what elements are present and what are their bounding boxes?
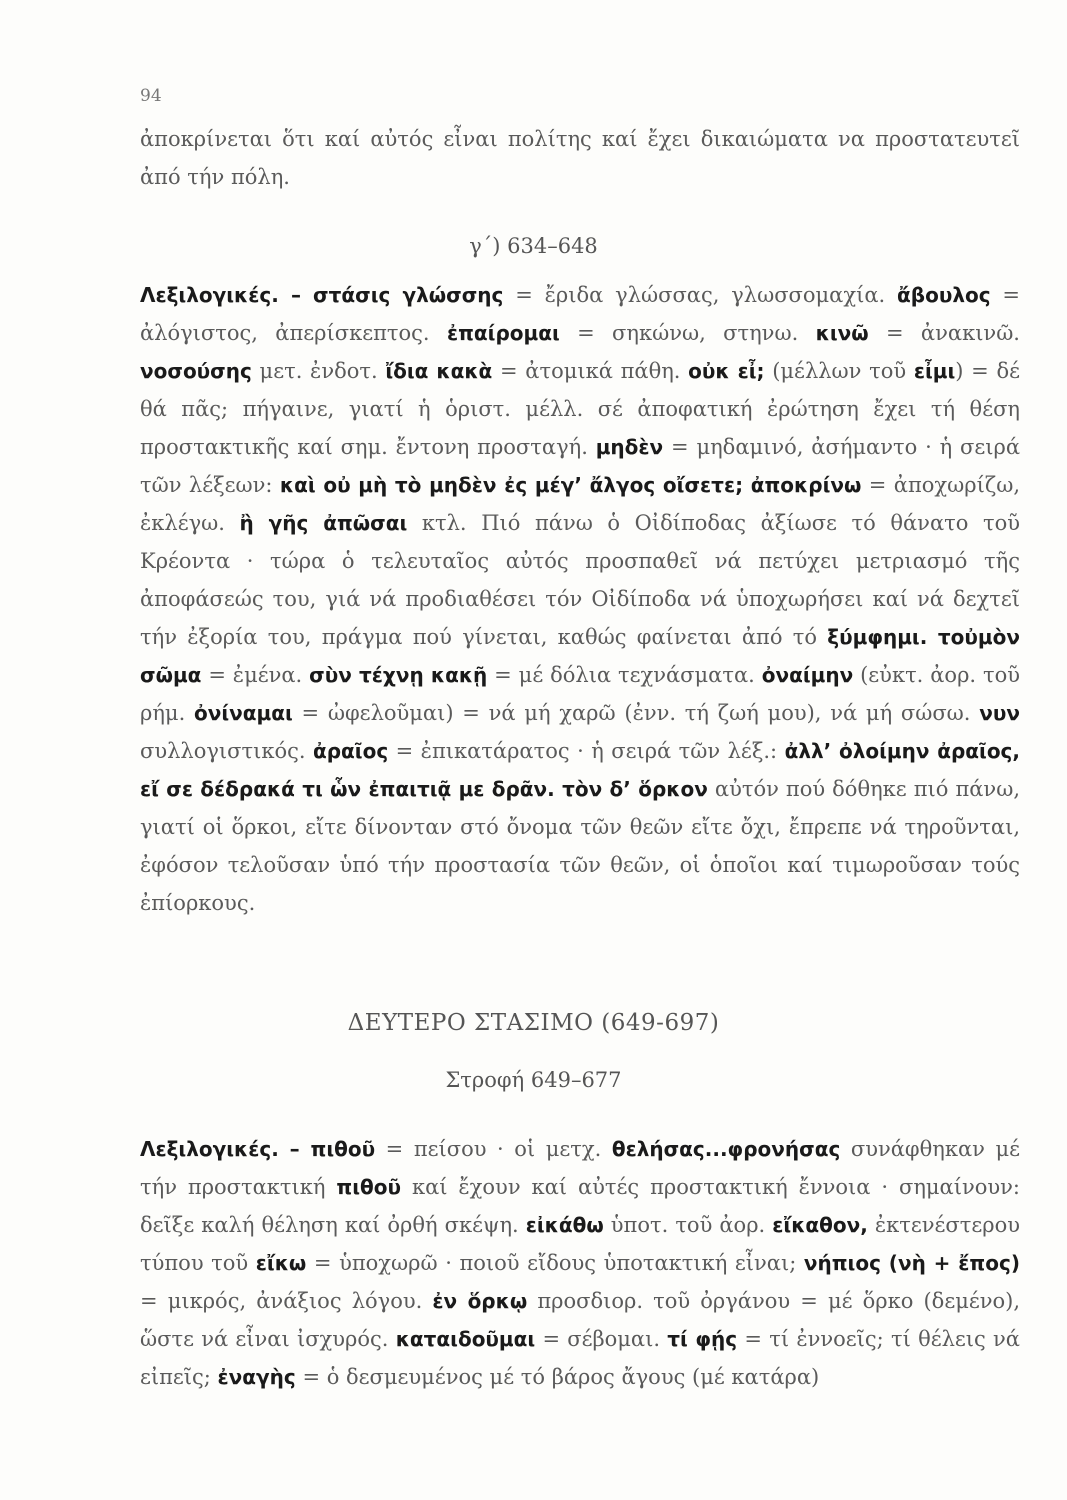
intro-paragraph: ἀποκρίνεται ὅτι καί αὐτός εἶναι πολίτης καί ἔχει δικαιώματα να προστατευτεῖ ἀπό τήν πόλη. [140,127,1020,189]
gloss-text: = ἀλόγιστος, ἀπερίσκεπτος. [140,283,1021,345]
headword: θελήσας...φρονήσας [611,1137,841,1161]
headword: σὺν τέχνῃ κακῇ [309,663,488,687]
gloss-text: = ἔριδα γλώσσας, γλωσσομαχία. [503,283,898,307]
gloss-text: συνάφθηκαν μέ τήν προστακτική [140,1137,1020,1199]
gloss-text: = ἐπικατάρατος · ἡ σειρά τῶν λέξ.: [388,739,785,763]
strophe-heading: Στροφή 649–677 [445,1068,622,1092]
headword: τί φῄς [667,1327,738,1351]
headword: ξύμφημι. τοὐμὸν σῶμα [140,625,1020,687]
headword: κινῶ [815,321,869,345]
gloss-text: = μέ δόλια τεχνάσματα. [487,663,762,687]
headword: ἢ γῆς ἀπῶσαι [239,511,408,535]
gloss-text: = τί ἐννοεῖς; τί θέλεις νά εἰπεῖς; [140,1327,1020,1389]
gloss-text: ὑποτ. τοῦ ἀορ. [603,1213,773,1237]
gloss-text: = ἐμένα. [201,663,310,687]
headword: εἴκω [255,1251,307,1275]
headword: ὀναίμην [761,663,854,687]
headword: ἐπαίρομαι [446,321,560,345]
glossary-paragraph-2 [140,1130,1020,1396]
gloss-text: αὐτόν πού δόθηκε πιό πάνω, γιατί οἱ ὅρκοι, εἴτε δίνονταν στό ὄνομα τῶν θεῶν εἴτε ὄχι, ἔπρεπε νά τηροῦνται, ἐφόσον τελοῦσαν ὑπό τήν προστασία τῶν θεῶν, οἱ ὁποῖοι καί τιμωροῦσαν τούς ἐπίορκους. [140,777,1020,915]
headword: Λεξιλογικές. – στάσις γλώσσης [140,283,504,307]
headword: πιθοῦ [336,1175,402,1199]
headword: ὀνίναμαι [194,701,293,725]
headword: εἰκάθω [525,1213,604,1237]
page-number: 94 [140,86,162,106]
gloss-text: ) = δέ θά πᾶς; πήγαινε, γιατί ἡ ὁριστ. μέλλ. σέ ἀποφατική ἐρώτηση ἔχει τή θέση προστακτικῆς καί σημ. ἔντονη προσταγή. [140,359,1020,459]
gloss-text: = μηδαμινό, ἀσήμαντο · ἡ σειρά τῶν λέξεων: [140,435,1020,497]
headword: οὐκ εἶ; [688,359,765,383]
glossary-paragraph-1 [140,276,1020,922]
gloss-text: = ἀποχωρίζω, ἐκλέγω. [140,473,1020,535]
part-heading: ΔΕΥΤΕΡΟ ΣΤΑΣΙΜΟ (649-697) [347,1010,720,1036]
headword: νυν [979,701,1020,725]
gloss-text: = μικρός, ἀνάξιος λόγου. [140,1289,433,1313]
gloss-text: = ἀτομικά πάθη. [492,359,689,383]
headword: ἄβουλος [897,283,991,307]
gloss-text: μετ. ἐνδοτ. [251,359,386,383]
headword: ἀραῖος [313,739,389,763]
gloss-text: καί ἔχουν καί αὐτές προστακτική ἔννοια · σημαίνουν: δεῖξε καλή θέληση καί ὀρθή σκέψη. [140,1175,1020,1237]
headword: εἴκαθον, [772,1213,868,1237]
headword: νήπιος (νὴ + ἔπος) [803,1251,1020,1275]
headword: ἀλλ’ ὀλοίμην ἀραῖος, εἴ σε δέδρακά τι ὧν ἐπαιτιᾷ με δρᾶν. τὸν δ’ ὅρκον [140,739,1021,801]
gloss-text: (μέλλων τοῦ [764,359,914,383]
section-heading: γ΄) 634–648 [469,234,598,258]
headword: καὶ οὐ μὴ τὸ μηδὲν ἐς μέγ’ ἄλγος οἴσετε; ἀποκρίνω [279,473,862,497]
gloss-text: (εὐκτ. ἀορ. τοῦ ρήμ. [140,663,1021,725]
headword: εἶμι [913,359,956,383]
headword: μηδὲν [595,435,664,459]
gloss-text: = πείσου · οἱ μετχ. [375,1137,612,1161]
gloss-text: = σέβομαι. [535,1327,668,1351]
headword: ἴδια κακὰ [385,359,493,383]
gloss-text: ἐκτενέστερου τύπου τοῦ [140,1213,1020,1275]
gloss-text: = σηκώνω, στηνω. [559,321,816,345]
headword: νοσούσης [140,359,252,383]
gloss-text: = ὠφελοῦμαι) = νά μή χαρῶ (ἐνν. τή ζωή μου), νά μή σώσω. [292,701,980,725]
headword: ἐν ὅρκῳ [432,1289,528,1313]
gloss-text: συλλογιστικός. [140,739,313,763]
headword: Λεξιλογικές. – πιθοῦ [140,1137,376,1161]
gloss-text: = ἀνακινῶ. [868,321,1020,345]
gloss-text: = ὑποχωρῶ · ποιοῦ εἴδους ὑποτακτική εἶναι; [306,1251,804,1275]
gloss-text: προσδιορ. τοῦ ὀργάνου = μέ ὅρκο (δεμένο), ὥστε νά εἶναι ἰσχυρός. [140,1289,1020,1351]
gloss-text: = ὁ δεσμευμένος μέ τό βάρος ἄγους (μέ κατάρα) [295,1365,820,1389]
headword: ἐναγὴς [217,1365,296,1389]
headword: καταιδοῦμαι [395,1327,536,1351]
gloss-text: κτλ. Πιό πάνω ὁ Οἰδίποδας ἀξίωσε τό θάνατο τοῦ Κρέοντα · τώρα ὁ τελευταῖος αὐτός προσπαθεῖ νά πετύχει μετριασμό τῆς ἀποφάσεώς του, γιά νά προδιαθέσει τόν Οἰδίποδα νά ὑποχωρήσει καί νά δεχτεῖ τήν ἐξορία του, πράγμα πού γίνεται, καθώς φαίνεται ἀπό τό [140,511,1021,649]
